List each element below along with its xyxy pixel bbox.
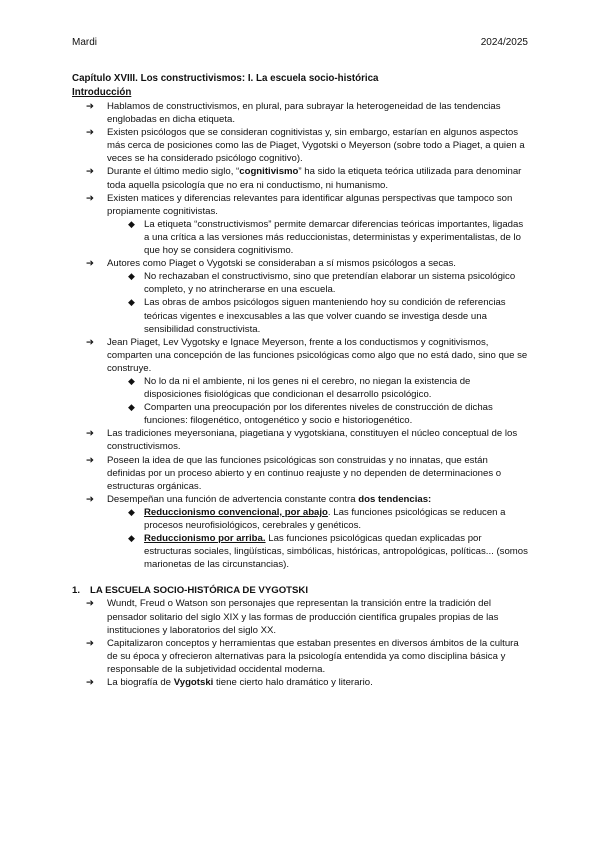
bullet-item xyxy=(72,336,528,375)
bullet-item xyxy=(72,493,528,506)
section-title: LA ESCUELA SOCIO-HISTÓRICA DE VYGOTSKI xyxy=(90,585,309,597)
chapter-title: Capítulo XVIII. Los constructivismos: I. La escuela socio-histórica xyxy=(72,73,379,84)
bullet-text: Poseen la idea de que las funciones psicológicas son construidas y no innatas, que están definidas por un proceso abierto y en continuo reajuste y no dependen de determinaciones o estructuras orgánicas. xyxy=(107,454,502,492)
sub-bullet-text: . Las funciones psicológicas se reducen a procesos neurofisiológicos, cerebrales y genéticos. xyxy=(144,506,506,531)
bullet-text: Jean Piaget, Lev Vygotsky e Ignace Meyerson, frente a los conductismos y cognitivismos, comparten una concepción de las funciones psicológicas como algo que no está dado, sino que se construye. xyxy=(107,336,528,374)
arrow-bullet-icon: ➔ xyxy=(86,428,95,440)
sub-bullet-item xyxy=(72,375,528,401)
bullet-text: Autores como Piaget o Vygotski se consideraban a sí mismos psicólogos a secas. xyxy=(107,258,456,270)
bullet-text: Existen psicólogos que se consideran cognitivistas y, sin embargo, estarían en algunos aspectos más cerca de posiciones como las de Piaget, Vygotski o Meyerson (sobre todo a Piaget, a quien a veces se ha considerado psicólogo cognitivo). xyxy=(107,127,525,165)
arrow-bullet-icon: ➔ xyxy=(86,127,95,139)
header-left: Mardi xyxy=(72,37,98,48)
header-right: 2024/2025 xyxy=(480,37,528,48)
sub-bullet-text: Las obras de ambos psicólogos siguen manteniendo hoy su condición de referencias teóricas vigentes e inexcusables a las que volver cuando se investiga desde una sensibilidad constructivista. xyxy=(144,297,506,335)
diamond-bullet-icon: ◆ xyxy=(128,271,135,282)
bullet-text-post: ” ha sido la etiqueta teórica utilizada para denominar toda aquella psicología que no era ni conductismo, ni humanismo. xyxy=(107,166,522,191)
arrow-bullet-icon: ➔ xyxy=(86,336,95,348)
bullet-text: Existen matices y diferencias relevantes para identificar algunas perspectivas que tampoco son propiamente cognitivistas. xyxy=(107,192,513,217)
sub-bullet-item xyxy=(72,506,528,532)
bullet-text: Capitalizaron conceptos y herramientas que estaban presentes en diversos ámbitos de la cultura de su época y ofrecieron alternativas para la psicología entendida ya como disciplina básica y responsable de la subjetividad occidental moderna. xyxy=(107,637,519,675)
bold-term: Vygotski xyxy=(173,677,214,689)
diamond-bullet-icon: ◆ xyxy=(128,533,135,544)
underlined-term: Reduccionismo por arriba. xyxy=(144,533,266,545)
bullet-text-pre: Durante el último medio siglo, “ xyxy=(107,166,240,178)
arrow-bullet-icon: ➔ xyxy=(86,454,95,466)
bullet-item xyxy=(72,637,528,676)
sub-bullet-text: Comparten una preocupación por los diferentes niveles de construcción de dichas funciones: filogenético, ontogenético y socio e historiogenético. xyxy=(144,402,493,427)
section-heading-introduccion: Introducción xyxy=(72,87,132,98)
bullet-text: Wundt, Freud o Watson son personajes que representan la transición entre la tradición del pensador solitario del siglo XIX y las formas de producción científica grupales propias de las instituciones y laboratorios del siglo XX. xyxy=(107,598,499,636)
sub-bullet-item xyxy=(72,401,528,427)
bold-term: dos tendencias: xyxy=(358,493,432,505)
bullet-item xyxy=(72,165,528,191)
sub-bullet-item xyxy=(72,270,528,296)
sub-bullet-item xyxy=(72,218,528,257)
sub-bullet-text: No lo da ni el ambiente, ni los genes ni el cerebro, no niegan la existencia de disposiciones fisiológicas que condicionan el desarrollo psicológico. xyxy=(144,375,471,401)
bullet-item xyxy=(72,454,528,493)
bullet-item xyxy=(72,100,528,126)
arrow-bullet-icon: ➔ xyxy=(86,637,95,649)
arrow-bullet-icon: ➔ xyxy=(86,258,95,270)
diamond-bullet-icon: ◆ xyxy=(128,506,135,517)
bullet-item xyxy=(72,676,528,689)
bullet-text-pre: La biografía de xyxy=(107,677,174,689)
bullet-text-post: tiene cierto halo dramático y literario. xyxy=(213,677,373,689)
sub-bullet-item xyxy=(72,532,528,571)
arrow-bullet-icon: ➔ xyxy=(86,677,95,689)
bullet-item xyxy=(72,257,528,270)
bullet-item xyxy=(72,427,528,453)
diamond-bullet-icon: ◆ xyxy=(128,218,135,229)
bullet-text: Hablamos de constructivismos, en plural, para subrayar la heterogeneidad de las tendencias englobadas en dicha etiqueta. xyxy=(107,101,501,126)
diamond-bullet-icon: ◆ xyxy=(128,402,135,413)
arrow-bullet-icon: ➔ xyxy=(86,598,95,610)
bullet-item xyxy=(72,126,528,165)
bold-term: cognitivismo xyxy=(239,166,299,178)
arrow-bullet-icon: ➔ xyxy=(86,493,95,505)
sub-bullet-text: Las funciones psicológicas quedan explicadas por estructuras sociales, lingüísticas, simbólicas, históricas, antropológicas, políticas... (somos marionetas de las circunstancias). xyxy=(144,533,528,571)
diamond-bullet-icon: ◆ xyxy=(128,297,135,308)
arrow-bullet-icon: ➔ xyxy=(86,192,95,204)
sub-bullet-text: No rechazaban el constructivismo, sino que pretendían elaborar un sistema psicológico completo, y no atrincherarse en una escuela. xyxy=(144,271,516,296)
sub-bullet-item xyxy=(72,296,528,335)
arrow-bullet-icon: ➔ xyxy=(86,166,95,178)
underlined-term: Reduccionismo convencional, por abajo xyxy=(144,506,328,518)
section-heading-1 xyxy=(72,584,528,597)
bullet-item xyxy=(72,192,528,218)
diamond-bullet-icon: ◆ xyxy=(128,375,135,386)
bullet-item xyxy=(72,597,528,636)
bullet-text: Las tradiciones meyersoniana, piagetiana y vygotskiana, constituyen el núcleo conceptual de los constructivismos. xyxy=(107,428,518,453)
document-body xyxy=(72,100,528,689)
sub-bullet-text: La etiqueta “constructivismos” permite demarcar diferencias teóricas importantes, ligadas a una crítica a las versiones más reduccionistas, deterministas y experimentalistas, de lo que hoy se considera cognitivismo. xyxy=(144,218,524,257)
arrow-bullet-icon: ➔ xyxy=(86,101,95,112)
bullet-text-pre: Desempeñan una función de advertencia constante contra xyxy=(107,493,359,505)
section-number: 1. xyxy=(72,585,81,597)
